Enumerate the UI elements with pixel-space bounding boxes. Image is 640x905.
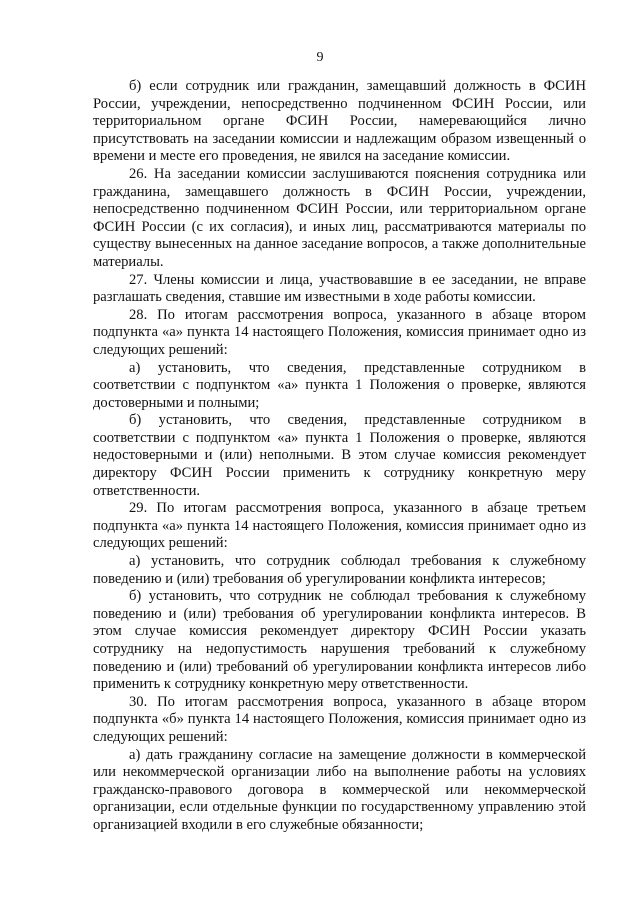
paragraph-29: 29. По итогам рассмотрения вопроса, указанного в абзаце третьем подпункта «а» пункта 14 настоящего Положения, комиссия принимает одно из следующих решений: bbox=[93, 500, 586, 552]
paragraph-28b: б) установить, что сведения, представленные сотрудником в соответствии с подпунктом «а» пункта 1 Положения о проверке, являются недостоверными и (или) неполными. В этом случае комиссия рекомендует директору ФСИН России применить к сотруднику конкретную меру ответственности. bbox=[93, 412, 586, 499]
paragraph-29a: а) установить, что сотрудник соблюдал требования к служебному поведению и (или) требования об урегулировании конфликта интересов; bbox=[93, 553, 586, 587]
paragraph-30: 30. По итогам рассмотрения вопроса, указанного в абзаце втором подпункта «б» пункта 14 настоящего Положения, комиссия принимает одно из следующих решений: bbox=[93, 693, 586, 745]
page-number: 9 bbox=[316, 50, 324, 65]
paragraph-28: 28. По итогам рассмотрения вопроса, указанного в абзаце втором подпункта «а» пункта 14 настоящего Положения, комиссия принимает одно из следующих решений: bbox=[93, 306, 586, 358]
paragraph-30a: а) дать гражданину согласие на замещение должности в коммерческой или некоммерческой организации либо на выполнение работы на условиях гражданско-правового договора в коммерческой или некоммерческой организации, если отдельные функции по государственному управлению этой организацией входили в его служебные обязанности; bbox=[93, 746, 586, 833]
paragraph-6b: б) если сотрудник или гражданин, замещавший должность в ФСИН России, учреждении, непосредственно подчиненном ФСИН России, или территориальном органе ФСИН России, намеревающийся лично присутствовать на заседании комиссии и надлежащим образом извещенный о времени и месте его проведения, не явился на заседание комиссии. bbox=[93, 78, 586, 165]
paragraph-28a: а) установить, что сведения, представленные сотрудником в соответствии с подпунктом «а» пункта 1 Положения о проверке, являются достоверными и полными; bbox=[93, 359, 586, 411]
paragraph-29b: б) установить, что сотрудник не соблюдал требования к служебному поведению и (или) требования об урегулировании конфликта интересов. В этом случае комиссия рекомендует директору ФСИН России указать сотруднику на недопустимость нарушения требований к служебному поведению и (или) требований об урегулировании конфликта интересов либо применить к сотруднику конкретную меру ответственности. bbox=[93, 588, 586, 693]
paragraph-26: 26. На заседании комиссии заслушиваются пояснения сотрудника или гражданина, замещавшего должность в ФСИН России, учреждении, непосредственно подчиненном ФСИН России, или территориальном органе ФСИН России (с их согласия), и иных лиц, рассматриваются материалы по существу вынесенных на данное заседание вопросов, а также дополнительные материалы. bbox=[93, 165, 586, 270]
paragraph-27: 27. Члены комиссии и лица, участвовавшие в ее заседании, не вправе разглашать сведения, ставшие им известными в ходе работы комиссии. bbox=[93, 271, 586, 306]
document-body bbox=[93, 78, 586, 835]
